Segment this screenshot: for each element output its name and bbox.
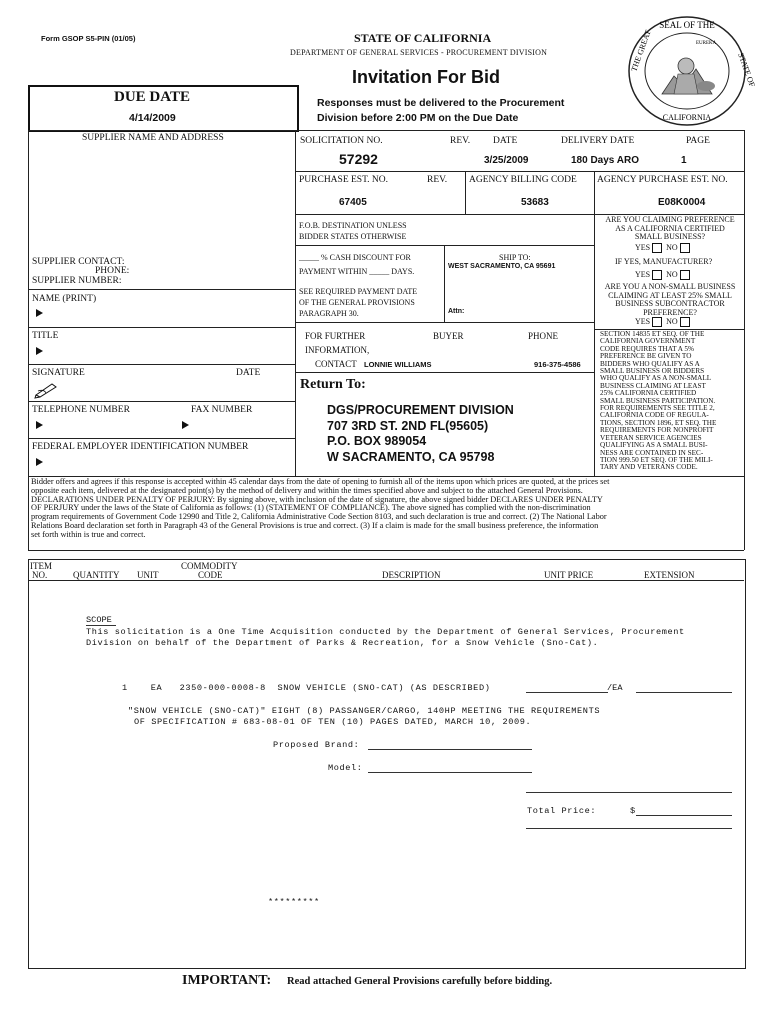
solicitation-no-label: SOLICITATION NO. — [300, 136, 383, 146]
preference-law-line: QUALIFYING AS A SMALL BUSI- — [600, 441, 708, 450]
scope-heading: SCOPE — [86, 615, 112, 625]
supplier-name-label: SUPPLIER NAME AND ADDRESS — [82, 133, 224, 143]
spec-line-1: "SNOW VEHICLE (SNO-CAT)" EIGHT (8) PASSANGER/CARGO, 140HP MEETING THE REQUIREMENTS — [128, 706, 601, 716]
pref1-yes-checkbox[interactable] — [652, 243, 662, 253]
preference-law-line: TION 999.50 ET SEQ. OF THE MILI- — [600, 455, 713, 464]
pref2-options: YES NO — [635, 270, 692, 280]
pref3-yes-checkbox[interactable] — [652, 317, 662, 327]
pref1-no-checkbox[interactable] — [680, 243, 690, 253]
preference-law-line: BIDDERS WHO QUALIFY AS A — [600, 359, 700, 368]
rev-label: REV. — [450, 136, 471, 146]
seal-text-left: THE GREAT — [629, 28, 653, 73]
item-line: 1 EA 2350-000-0008-8 SNOW VEHICLE (SNO-CAT) (AS DESCRIBED) — [122, 683, 491, 693]
total-price-field[interactable] — [636, 802, 732, 815]
supplier-phone-label: PHONE: — [95, 266, 130, 276]
signature-date-label: DATE — [236, 368, 261, 378]
ship-to-label: SHIP TO: — [499, 253, 531, 262]
col-description: DESCRIPTION — [382, 570, 441, 580]
state-seal — [626, 14, 757, 128]
due-date-value: 4/14/2009 — [129, 112, 176, 124]
unit-price-field[interactable] — [526, 679, 606, 692]
cash-discount-line-1: _____ % CASH DISCOUNT FOR — [299, 253, 411, 262]
preference-law-line: NESS ARE CONTAINED IN SEC- — [600, 448, 704, 457]
preference-law-line: PREFERENCE BE GIVEN TO — [600, 352, 692, 361]
signature-field[interactable] — [62, 380, 282, 398]
preference-law-line: CODE REQUIRES THAT A 5% — [600, 344, 694, 353]
rev2-label: REV. — [427, 175, 448, 185]
form-id: Form GSOP S5-PIN (01/05) — [41, 34, 136, 43]
fein-label: FEDERAL EMPLOYER IDENTIFICATION NUMBER — [32, 442, 249, 452]
preference-law-line: SECTION 14835 ET SEQ. OF THE — [600, 330, 705, 338]
brand-label: Proposed Brand: — [273, 740, 360, 750]
due-date-label: DUE DATE — [114, 89, 190, 105]
pref2-yes-checkbox[interactable] — [652, 270, 662, 280]
col-item: ITEM — [30, 561, 52, 571]
supplier-number-label: SUPPLIER NUMBER: — [32, 276, 122, 286]
pen-icon — [34, 380, 60, 403]
contact-label: CONTACT — [315, 359, 357, 369]
declaration-line: program requirements of Government Code 12990 and Title 2, California Administrative Code Section 8103, and such declaration is true and correct. (2) The National Labor — [31, 512, 607, 522]
return-line-1: DGS/PROCUREMENT DIVISION — [327, 403, 514, 417]
dollar-sign: $ — [630, 806, 636, 816]
extension-field[interactable] — [636, 679, 732, 692]
title-arrow-icon — [36, 347, 43, 355]
further-label: FOR FURTHER — [305, 331, 366, 341]
preference-law-line: SMALL BUSINESS OR BIDDERS — [600, 367, 705, 376]
name-print-label: NAME (PRINT) — [32, 294, 97, 304]
agency-billing-label: AGENCY BILLING CODE — [469, 175, 577, 185]
supplier-contact-label: SUPPLIER CONTACT: — [32, 257, 125, 267]
scope-line-1: This solicitation is a One Time Acquisition conducted by the Department of General Services, Procurement — [86, 627, 685, 637]
preference-law-line: SMALL BUSINESS PARTICIPATION. — [600, 396, 716, 405]
declaration-line: DECLARATIONS UNDER PENALTY OF PERJURY: By signing above, with inclusion of the date of signature, the above signed bidder DECLARES UNDER PENALTY — [31, 494, 603, 504]
col-code: CODE — [198, 570, 223, 580]
pref1-options: YES NO — [635, 243, 692, 253]
department-name: DEPARTMENT OF GENERAL SERVICES - PROCUREMENT DIVISION — [290, 48, 548, 57]
fax-arrow-icon — [182, 421, 189, 429]
declaration-line: opposite each item, delivered at the designated point(s) by the method of delivery and within the times specified above and subject to the attached General Provisions. — [31, 485, 583, 495]
state-title: STATE OF CALIFORNIA — [354, 31, 492, 45]
pref3-no-checkbox[interactable] — [680, 317, 690, 327]
delivery-date-label: DELIVERY DATE — [561, 136, 635, 146]
attn-label: Attn: — [448, 308, 465, 315]
fob-line-1: F.O.B. DESTINATION UNLESS — [299, 221, 407, 230]
return-line-3: P.O. BOX 989054 — [327, 434, 427, 448]
agency-purchase-value: E08K0004 — [658, 197, 706, 208]
important-note: Read attached General Provisions carefully before bidding. — [287, 976, 553, 987]
return-to-label: Return To: — [300, 377, 366, 392]
declaration-text — [31, 478, 743, 540]
declaration-line: set forth within is true and correct. — [31, 529, 146, 539]
col-unit-price: UNIT PRICE — [544, 570, 594, 580]
seal-text-bottom: CALIFORNIA — [662, 113, 712, 122]
telephone-arrow-icon — [36, 421, 43, 429]
payment-line-3: PARAGRAPH 30. — [299, 309, 359, 318]
preference-law-line: CALIFORNIA CODE OF REGULA- — [600, 411, 709, 420]
solicitation-no-value: 57292 — [339, 151, 378, 167]
preference-law-line: BUSINESS CLAIMING AT LEAST — [600, 381, 706, 390]
page-value: 1 — [681, 155, 687, 166]
preference-question-1: ARE YOU CLAIMING PREFERENCE AS A CALIFORNIA CERTIFIED SMALL BUSINESS? — [605, 215, 735, 241]
telephone-label: TELEPHONE NUMBER — [32, 405, 130, 415]
fax-label: FAX NUMBER — [191, 405, 253, 415]
buyer-label: BUYER — [433, 331, 464, 341]
brand-field[interactable] — [368, 736, 532, 749]
model-label: Model: — [328, 763, 363, 773]
delivery-date-value: 180 Days ARO — [571, 155, 639, 166]
seal-text-right: STATE OF — [736, 51, 757, 89]
declaration-line: Relations Board declaration set forth in Paragraph 43 of the General Provisions is true and correct. (3) If a claim is made for the small business preference, the information — [31, 520, 599, 530]
agency-purchase-label: AGENCY PURCHASE EST. NO. — [597, 175, 728, 185]
telephone-field[interactable] — [46, 417, 166, 431]
col-quantity: QUANTITY — [73, 570, 120, 580]
information-label: INFORMATION, — [305, 345, 370, 355]
preference-law-line: WHO QUALIFY AS A NON-SMALL — [600, 374, 712, 383]
return-line-2: 707 3RD ST. 2ND FL(95605) — [327, 419, 489, 433]
preference-law-line: VETERAN SERVICE AGENCIES — [600, 433, 702, 442]
response-line-2: Division before 2:00 PM on the Due Date — [317, 112, 519, 124]
fein-field[interactable] — [46, 454, 286, 468]
important-label: IMPORTANT: — [182, 973, 272, 988]
name-arrow-icon — [36, 309, 43, 317]
payment-line-2: OF THE GENERAL PROVISIONS — [299, 298, 415, 307]
preference-question-3: ARE YOU A NON-SMALL BUSINESS CLAIMING AT LEAST 25% SMALL BUSINESS SUBCONTRACTOR PREFERENCE? — [604, 282, 736, 317]
declaration-line: OF PERJURY under the laws of the State of California as follows: (1) (STATEMENT OF COMPLIANCE). The above signed has complied with the non-discrimination — [31, 503, 591, 513]
title-label: TITLE — [32, 331, 59, 341]
supplier-name-field[interactable] — [32, 146, 292, 254]
fax-field[interactable] — [192, 417, 288, 431]
preference-law-line: FOR REQUIREMENTS SEE TITLE 2, — [600, 404, 715, 413]
fein-arrow-icon — [36, 458, 43, 466]
page-label: PAGE — [686, 136, 710, 146]
page-title: Invitation For Bid — [352, 67, 500, 87]
total-price-label: Total Price: — [527, 806, 597, 816]
purchase-est-value: 67405 — [339, 197, 367, 208]
cash-discount-line-2: PAYMENT WITHIN _____ DAYS. — [299, 267, 415, 276]
return-line-4: W SACRAMENTO, CA 95798 — [327, 450, 495, 464]
spec-line-2: OF SPECIFICATION # 683-08-01 OF TEN (10) PAGES DATED, MARCH 10, 2009. — [134, 717, 532, 727]
preference-law-text — [600, 331, 742, 472]
seal-text-top: SEAL OF THE — [659, 20, 715, 30]
scope-line-2: Division on behalf of the Department of Parks & Recreation, for a Snow Vehicle (Sno-Cat). — [86, 638, 599, 648]
declaration-line: Bidder offers and agrees if this response is accepted within 45 calendar days from the date of opening to furnish all of the items upon which prices are quoted, at the prices set — [31, 477, 610, 486]
signature-label: SIGNATURE — [32, 368, 85, 378]
col-unit: UNIT — [137, 570, 159, 580]
payment-line-1: SEE REQUIRED PAYMENT DATE — [299, 287, 418, 296]
preference-law-line: CALIFORNIA GOVERNMENT — [600, 337, 696, 346]
preference-law-line: REQUIREMENTS FOR NONPROFIT — [600, 426, 714, 435]
date-label: DATE — [493, 136, 518, 146]
col-extension: EXTENSION — [644, 570, 695, 580]
seal-motto: EUREKA — [696, 41, 717, 46]
fob-line-2: BIDDER STATES OTHERWISE — [299, 232, 407, 241]
col-commodity: COMMODITY — [181, 561, 238, 571]
contact-name: LONNIE WILLIAMS — [364, 360, 432, 369]
manufacturer-question: IF YES, MANUFACTURER? — [615, 257, 713, 266]
ship-to-value: WEST SACRAMENTO, CA 95691 — [448, 263, 556, 270]
preference-law-line: TARY AND VETERANS CODE. — [600, 463, 698, 472]
unit-suffix: /EA — [607, 683, 623, 693]
title-field[interactable] — [46, 343, 286, 357]
purchase-est-label: PURCHASE EST. NO. — [299, 175, 389, 185]
pref3-options: YES NO — [635, 317, 692, 327]
buyer-phone-label: PHONE — [528, 331, 559, 341]
agency-billing-value: 53683 — [521, 197, 549, 208]
name-print-field[interactable] — [46, 305, 286, 319]
date-value: 3/25/2009 — [484, 155, 529, 166]
col-no: NO. — [32, 570, 48, 580]
preference-law-line: 25% CALIFORNIA CERTIFIED — [600, 389, 697, 398]
response-line-1: Responses must be delivered to the Procurement — [317, 97, 565, 109]
pref2-no-checkbox[interactable] — [680, 270, 690, 280]
end-marker: ********* — [268, 897, 320, 907]
contact-phone: 916-375-4586 — [534, 360, 581, 369]
preference-law-line: TIONS, SECTION 1896, ET SEQ. THE — [600, 418, 717, 427]
model-field[interactable] — [368, 759, 532, 772]
